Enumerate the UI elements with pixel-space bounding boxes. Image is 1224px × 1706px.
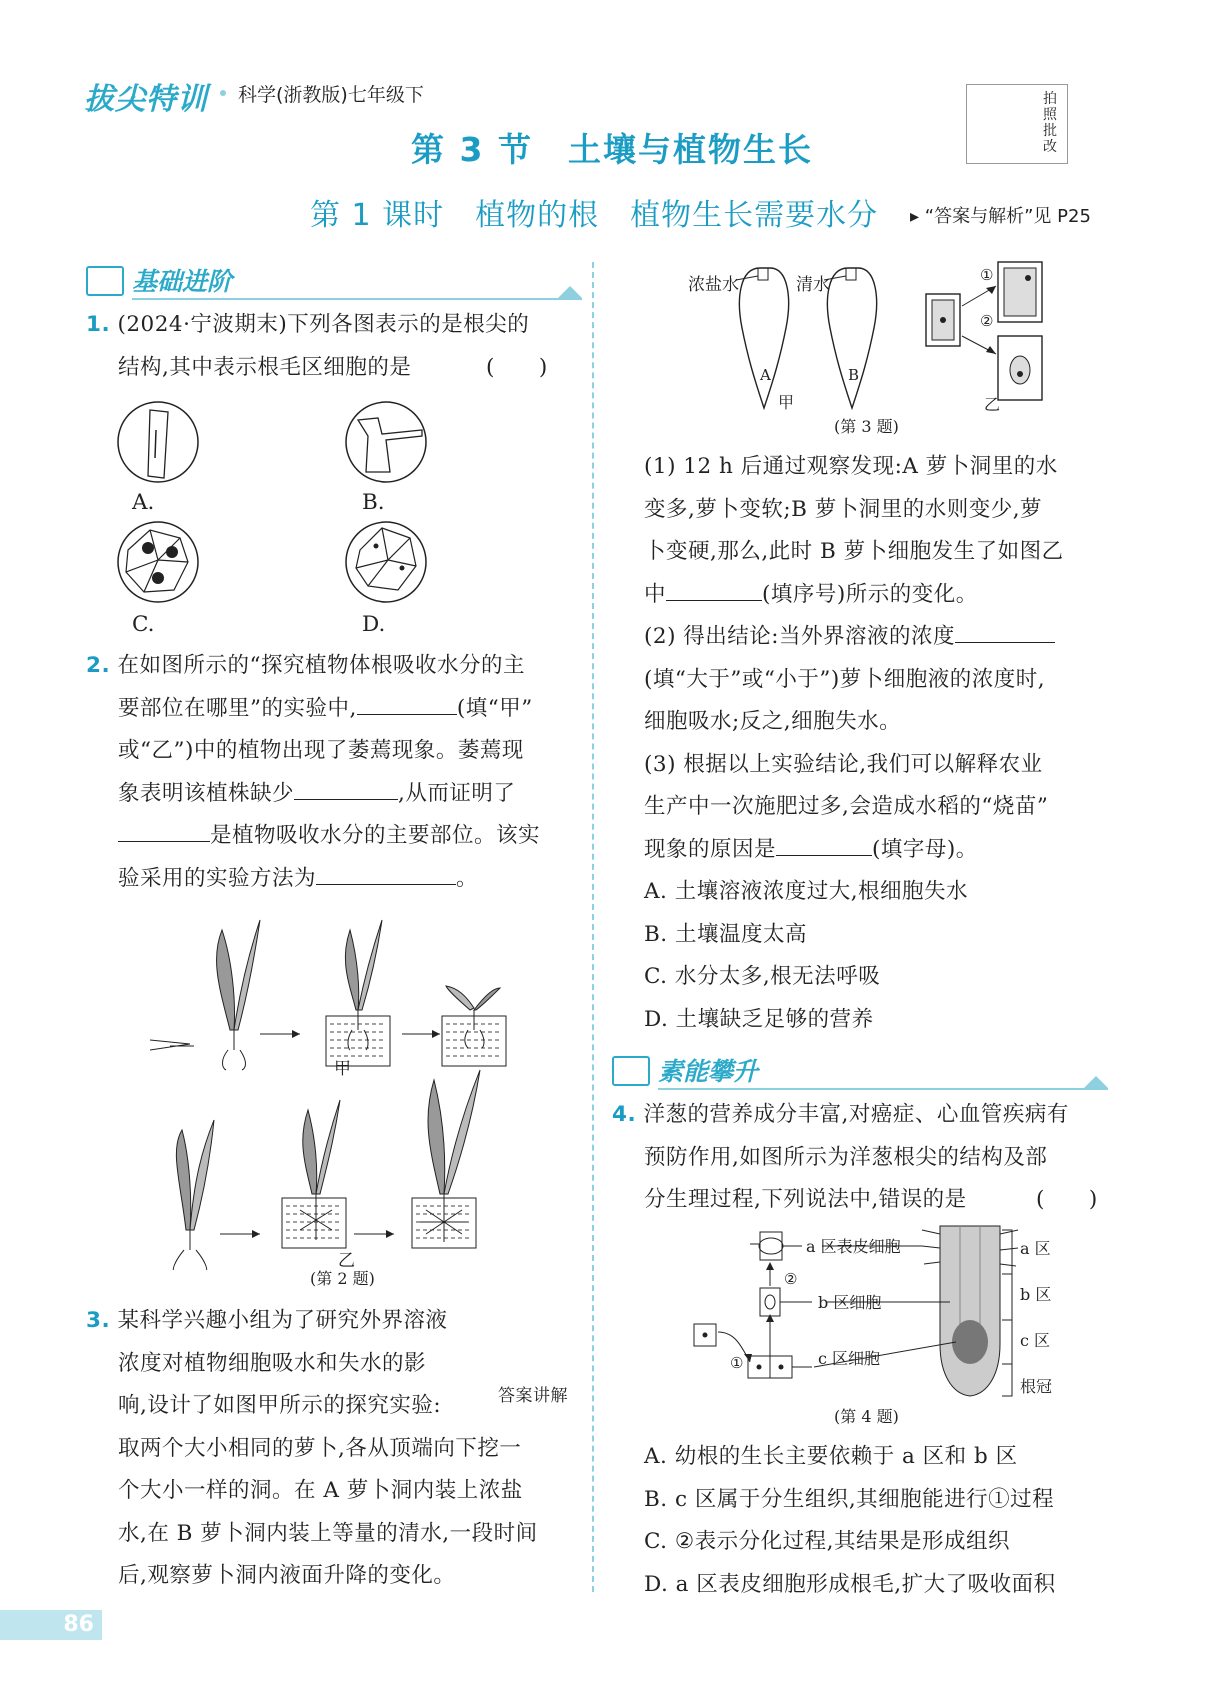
label-radish-b: B [848, 366, 860, 384]
answer-blank[interactable] [955, 618, 1055, 643]
label-process-1: ① [730, 1354, 744, 1372]
option-c-label: C. [132, 612, 155, 637]
option-c-nucleus [152, 572, 164, 584]
banner-basic-label: 基础进阶 [132, 267, 233, 296]
label-root-cap: 根冠 [1020, 1377, 1053, 1396]
question-4-stem: 4. 洋葱的营养成分丰富,对癌症、心血管疾病有 预防作用,如图所示为洋葱根尖的结构及部 分生理过程,下列说法中,错误的是 ( ) [612, 1094, 1192, 1222]
option-c[interactable]: C. ②表示分化过程,其结果是形成组织 [644, 1529, 1010, 1554]
question-2-figure [150, 900, 580, 1270]
book-subject: 科学(浙教版)七年级下 [238, 84, 424, 106]
question-3-stem: 3. 某科学兴趣小组为了研究外界溶液 浓度对植物细胞吸水和失水的影 响,设计了如图甲所示的探究实验: 答案讲解 取两个大小相同的萝卜,各从顶端向下挖一 个大小一样的洞。在 A 萝卜洞内装上浓盐 水,在 B 萝卜洞内装上等量的清水,一段时间 后,观察萝卜洞内液面升降的变化。 [86, 1308, 568, 1588]
figure-caption-4: (第 4 题) [834, 1407, 899, 1426]
mountain-icon [1084, 1076, 1108, 1088]
answer-bracket: ( ) [1036, 1187, 1098, 1212]
book-check-icon [86, 266, 124, 296]
banner-underline [132, 298, 582, 300]
question-2: 2. 在如图所示的“探究植物体根吸收水分的主 要部位在哪里”的实验中, (填“甲” 或“乙”)中的植物出现了萎蔫现象。萎蔫现 象表明该植株缺少 ,从而证明了 是植物吸收水分的主要部位。该实 验采用的实验方法为 。 [86, 653, 541, 891]
answer-explanation-link[interactable]: 答案讲解 [498, 1386, 568, 1406]
question-number: 4. [612, 1102, 637, 1127]
photo-grading-label: 拍照批改 [1043, 91, 1057, 155]
question-number: 1. [86, 312, 111, 337]
label-jia: 甲 [778, 393, 795, 412]
option-b[interactable]: B. c 区属于分生组织,其细胞能进行①过程 [644, 1486, 1055, 1512]
cell-diagram [694, 1232, 812, 1378]
answer-blank[interactable] [118, 817, 210, 842]
question-3-parts: (1) 12 h 后通过观察发现:A 萝卜洞里的水 变多,萝卜变软;B 萝卜洞里的水则变少,萝 卜变硬,那么,此时 B 萝卜细胞发生了如图乙 中 (填序号)所示的变化。 (2) 得出结论:当外界溶液的浓度 (填“大于”或“小于”)萝卜细胞液的浓度时, 细胞吸水;反之,细胞失水。 (3) 根据以上实验结论,我们可以解释农业 生产中一次施肥过多,会造成水稻的“烧苗” 现象的原因是 (填字母)。 A. 土壤溶液浓度过大,根细胞失水 B. 土壤温度太高 C. 水分太多,根无法呼吸 D. 土壤缺乏足够的营养 [644, 446, 1184, 1041]
option-b[interactable]: B. 土壤温度太高 [644, 921, 807, 947]
label-a-zone-epidermis: a 区表皮细胞 [806, 1237, 901, 1256]
label-yi: 乙 [984, 395, 1001, 414]
label-c-zone: c 区 [1020, 1331, 1051, 1350]
option-a-circle [118, 402, 198, 482]
section-title: 第 3 节 土壤与植物生长 [411, 130, 813, 169]
option-c-nucleus [166, 546, 178, 558]
label-c-zone-cell: c 区细胞 [818, 1349, 881, 1368]
header-dot [220, 90, 226, 96]
option-a-nucleus [155, 430, 156, 458]
mountain-icon [558, 286, 582, 298]
option-d-label: D. [362, 612, 386, 637]
figure-label-yi: 乙 [338, 1251, 355, 1271]
answer-bracket: ( ) [486, 354, 548, 380]
book-logo: 拔尖特训 [84, 82, 208, 117]
option-d[interactable]: D. a 区表皮细胞形成根毛,扩大了吸收面积 [644, 1571, 1056, 1597]
question-1: 1. (2024·宁波期末)下列各图表示的是根尖的 结构,其中表示根毛区细胞的是 ( ) [86, 304, 586, 389]
option-b-label: B. [362, 490, 385, 515]
radish-a [736, 268, 789, 408]
banner-basic [86, 262, 582, 302]
question-number: 2. [86, 653, 111, 678]
label-process-2: ② [980, 312, 994, 330]
banner-advanced [612, 1052, 1108, 1092]
label-fresh-water: 清水 [796, 275, 830, 295]
figure-jia [150, 920, 506, 1070]
question-4-options [644, 1436, 1204, 1606]
label-process-2: ② [784, 1270, 798, 1288]
option-a[interactable]: A. 幼根的生长主要依赖于 a 区和 b 区 [644, 1444, 1018, 1469]
answer-blank[interactable] [666, 576, 762, 601]
option-a-label: A. [132, 490, 155, 515]
label-b-zone: b 区 [1020, 1285, 1052, 1304]
book-icon [612, 1056, 650, 1086]
label-process-1: ① [980, 266, 994, 284]
question-3-figure [680, 258, 1100, 428]
label-radish-a: A [760, 366, 771, 384]
page-number: 86 [63, 1612, 94, 1637]
label-salt-water: 浓盐水 [688, 275, 739, 295]
figure-caption-3: (第 3 题) [834, 417, 899, 436]
answer-blank[interactable] [776, 831, 872, 856]
option-d-cells [356, 528, 416, 590]
option-a[interactable]: A. 土壤溶液浓度过大,根细胞失水 [644, 879, 969, 904]
answer-blank[interactable] [316, 860, 456, 885]
answer-blank[interactable] [357, 690, 457, 715]
option-d[interactable]: D. 土壤缺乏足够的营养 [644, 1006, 874, 1032]
column-divider [592, 262, 594, 1592]
option-a-cell [148, 410, 168, 478]
answer-blank[interactable] [294, 775, 398, 800]
question-number: 3. [86, 1308, 111, 1333]
answer-reference: ▸ “答案与解析”见 P25 [910, 206, 1091, 227]
figure-label-jia: 甲 [334, 1059, 351, 1079]
banner-underline [658, 1088, 1108, 1090]
page-number-tab [0, 1610, 102, 1640]
radish-b [824, 268, 877, 408]
figure-yi [173, 1070, 480, 1270]
label-b-zone-cell: b 区细胞 [818, 1293, 882, 1312]
label-a-zone: a 区 [1020, 1239, 1051, 1258]
option-b-root-hair-cell [358, 418, 422, 472]
option-c[interactable]: C. 水分太多,根无法呼吸 [644, 964, 881, 989]
banner-advanced-label: 素能攀升 [658, 1057, 759, 1086]
lesson-title: 第 1 课时 植物的根 植物生长需要水分 [310, 198, 879, 233]
option-c-nucleus [142, 542, 154, 554]
figure-caption-2: (第 2 题) [310, 1269, 375, 1288]
